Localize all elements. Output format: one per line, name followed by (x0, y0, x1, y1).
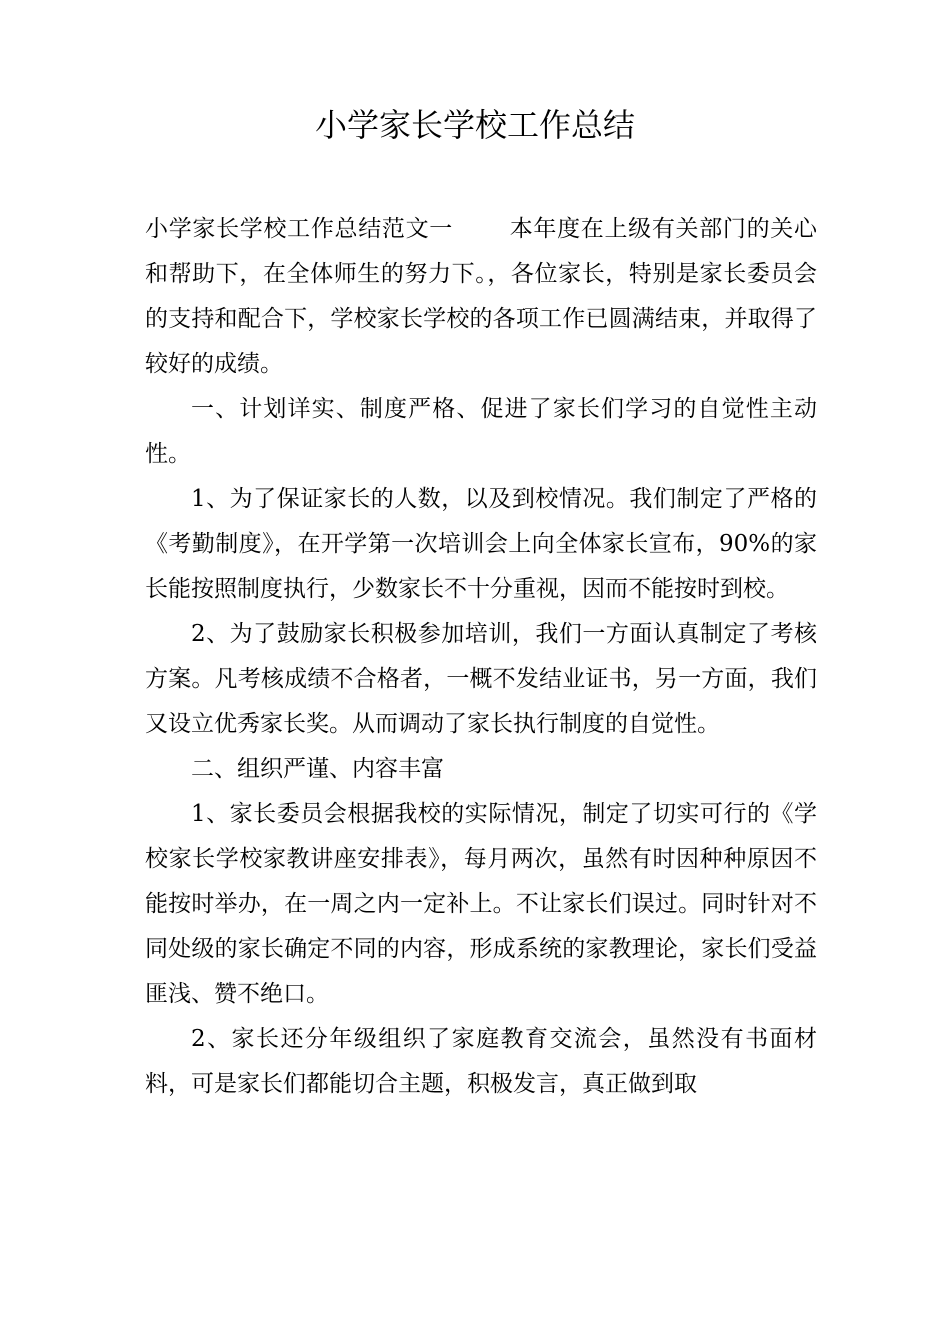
document-title: 小学家长学校工作总结 (314, 106, 635, 144)
paragraph-attendance: 1、为了保证家长的人数，以及到校情况。我们制定了严格的《考勤制度》，在开学第一次培训会上向全体家长宣布，90%的家长能按照制度执行，少数家长不十分重视，因而不能按时到校。 (145, 486, 817, 602)
paragraph-section-one-heading: 一、计划详实、制度严格、促进了家长们学习的自觉性主动性。 (145, 396, 817, 467)
paragraph-section-two-heading: 二、组织严谨、内容丰富 (191, 756, 444, 782)
paragraph-exchange-meeting: 2、家长还分年级组织了家庭教育交流会，虽然没有书面材料，可是家长们都能切合主题，积极发言，真正做到取 (145, 1026, 817, 1097)
intro-label: 小学家长学校工作总结范文一 (145, 216, 453, 242)
intro-paragraph (145, 207, 817, 387)
document-body (145, 207, 817, 1107)
intro-text: 本年度在上级有关部门的关心和帮助下，在全体师生的努力下。，各位家长，特别是家长委员会的支持和配合下，学校家长学校的各项工作已圆满结束，并取得了较好的成绩。 (145, 216, 817, 377)
paragraph-assessment: 2、为了鼓励家长积极参加培训，我们一方面认真制定了考核方案。凡考核成绩不合格者，一概不发结业证书，另一方面，我们又设立优秀家长奖。从而调动了家长执行制度的自觉性。 (145, 621, 817, 737)
paragraph-lecture-schedule: 1、家长委员会根据我校的实际情况，制定了切实可行的《学校家长学校家教讲座安排表》，每月两次，虽然有时因种种原因不能按时举办，在一周之内一定补上。不让家长们误过。同时针对不同处级的家长确定不同的内容，形成系统的家教理论，家长们受益匪浅、赞不绝口。 (145, 801, 817, 1007)
